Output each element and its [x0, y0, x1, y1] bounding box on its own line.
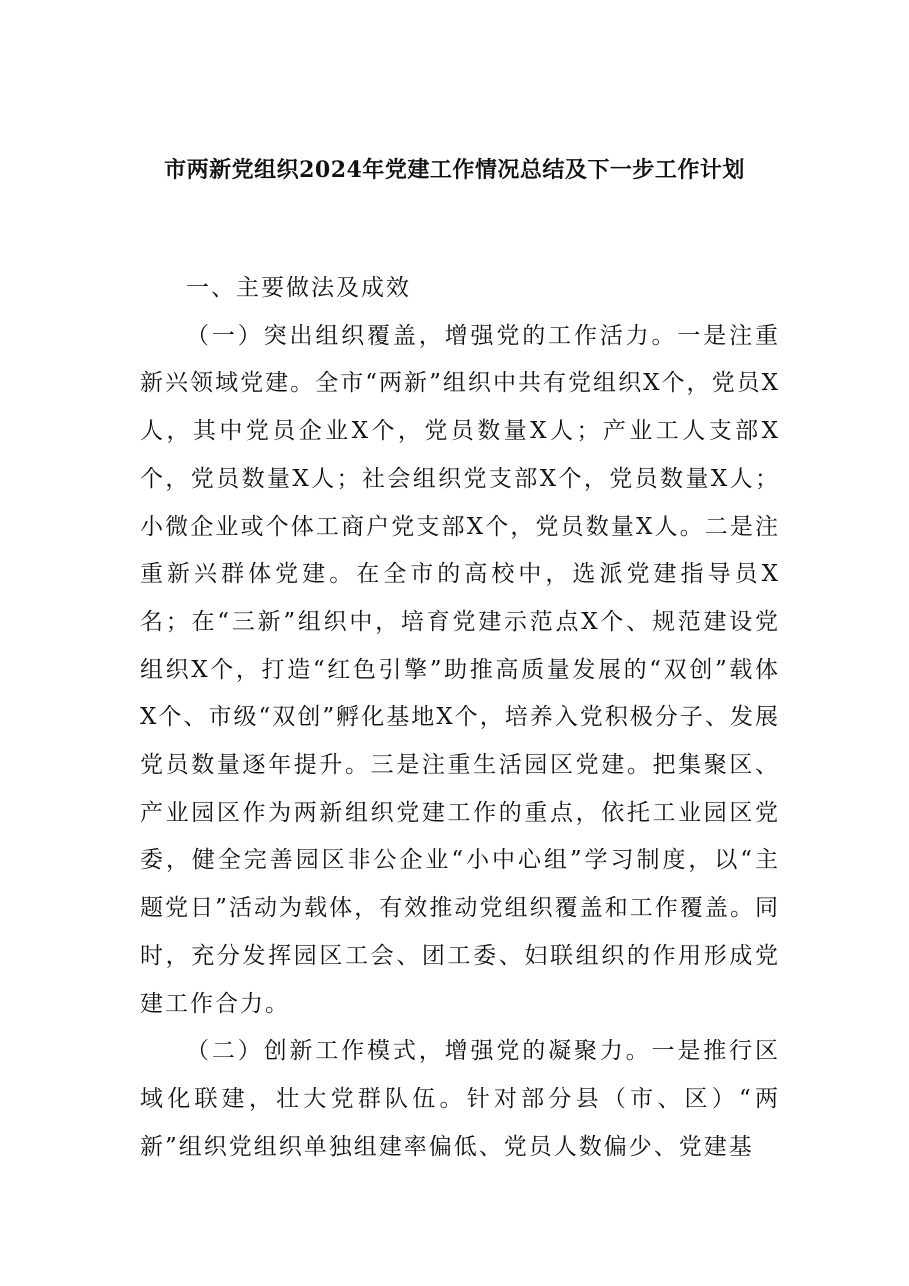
paragraph: （一）突出组织覆盖，增强党的工作活力。一是注重新兴领域党建。全市“两新”组织中共有党组织X个，党员X人，其中党员企业X个，党员数量X人；产业工人支部X个，党员数量X人；社会组织党支部X个，党员数量X人；小微企业或个体工商户党支部X个，党员数量X人。二是注重新兴群体党建。在全市的高校中，选派党建指导员X名；在“三新”组织中，培育党建示范点X个、规范建设党组织X个，打造“红色引擎”助推高质量发展的“双创”载体X个、市级“双创”孵化基地X个，培养入党积极分子、发展党员数量逐年提升。三是注重生活园区党建。把集聚区、产业园区作为两新组织党建工作的重点，依托工业园区党委，健全完善园区非公企业“小中心组”学习制度，以“主题党日”活动为载体，有效推动党组织覆盖和工作覆盖。同时，充分发挥园区工会、团工委、妇联组织的作用形成党建工作合力。 — [140, 322, 780, 1017]
section-heading: 一、主要做法及成效 — [186, 275, 411, 301]
paragraph: （二）创新工作模式，增强党的凝聚力。一是推行区域化联建，壮大党群队伍。针对部分县（市、区）“两新”组织党组织单独组建率偏低、党员人数偏少、党建基 — [140, 1038, 780, 1160]
document-title: 市两新党组织2024年党建工作情况总结及下一步工作计划 — [164, 157, 745, 183]
document-body — [140, 265, 780, 1171]
